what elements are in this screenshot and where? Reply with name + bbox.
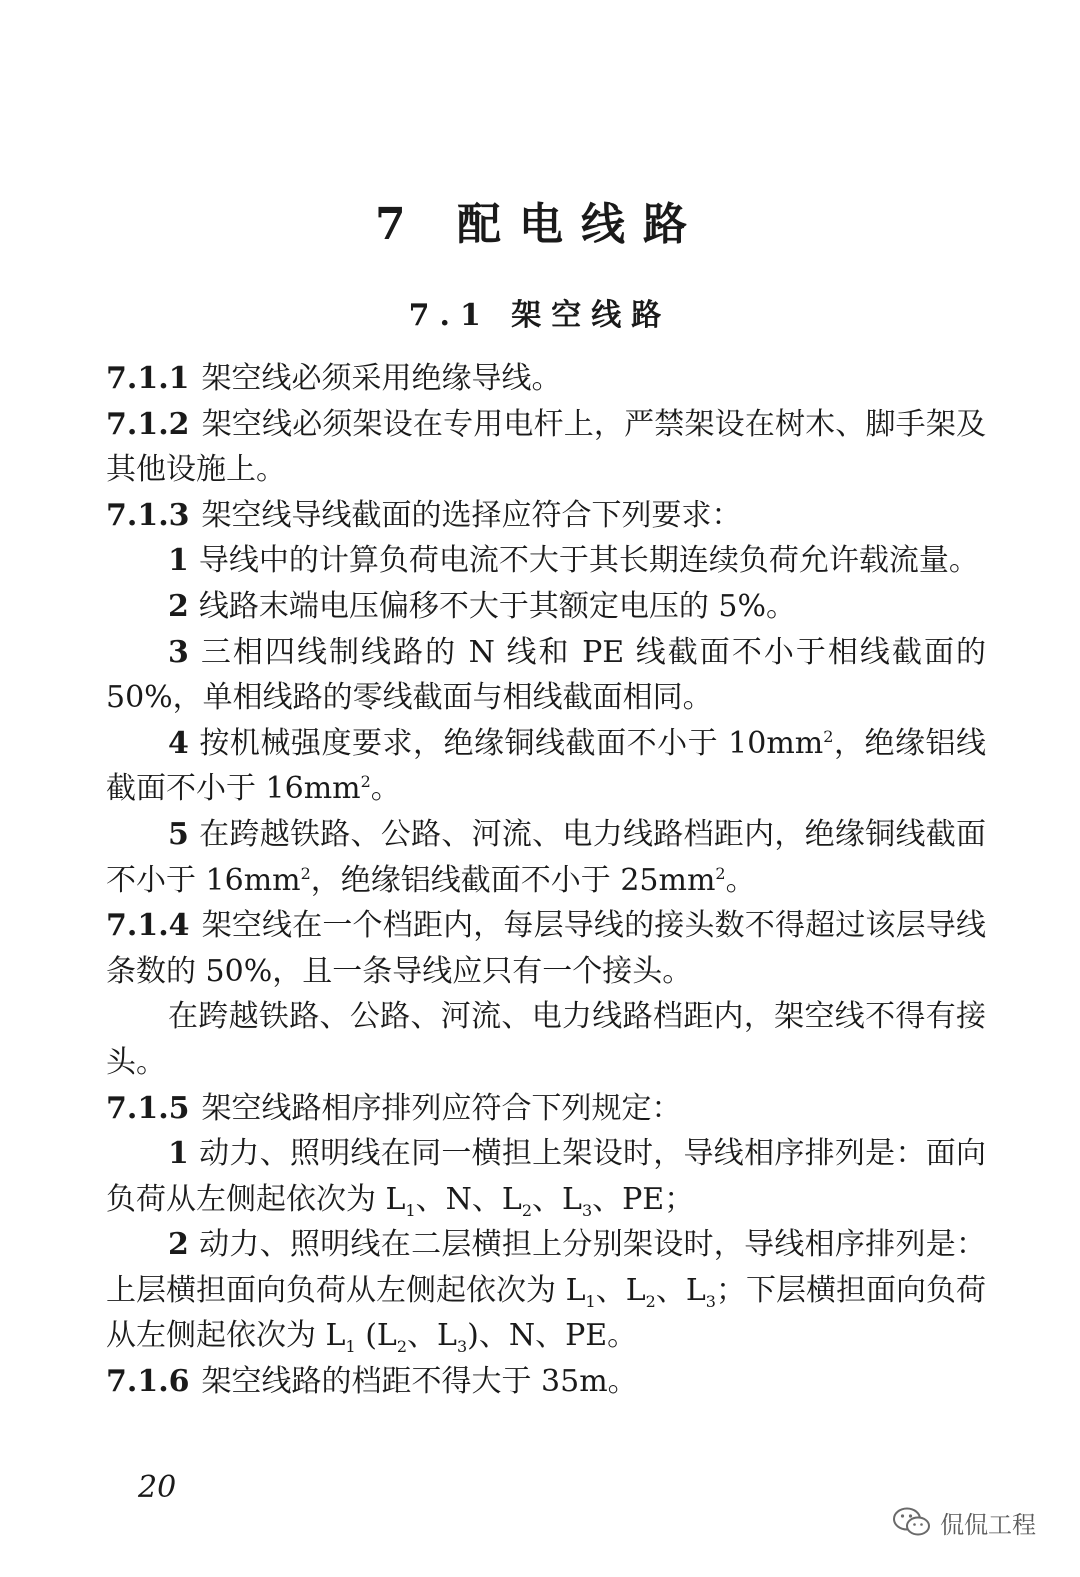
clause-text: 架空线在一个档距内，每层导线的接头数不得超过该层导线条数的 50%，且一条导线应只有一个接头。: [106, 908, 986, 989]
clause-number: 7.1.6: [106, 1364, 190, 1400]
clause-number: 7.1.1: [106, 361, 190, 396]
clause-text: 架空线导线截面的选择应符合下列要求：: [201, 497, 742, 533]
item-text: 、: [532, 1181, 563, 1217]
item-text: ，绝缘铝线截面不小于 16mm: [106, 725, 987, 807]
clause-text: 架空线必须架设在专用电杆上，严禁架设在树木、脚手架及其他设施上。: [106, 406, 986, 488]
item-7-1-5-2: [106, 1222, 986, 1359]
item-number: 3: [168, 634, 189, 670]
clause-7-1-2: [106, 402, 986, 493]
item-text: (: [355, 1318, 377, 1354]
watermark: [892, 1502, 1036, 1542]
item-text: 、: [407, 1318, 438, 1354]
item-text: )、N、PE。: [467, 1318, 638, 1354]
subscript: 3: [456, 1337, 468, 1357]
superscript: 2: [300, 863, 311, 883]
clause-number: 7.1.2: [106, 406, 190, 442]
item-text: 三相四线制线路的 N 线和 PE 线截面不小于相线截面的 50%，单相线路的零线截面与相线截面相同。: [106, 634, 986, 716]
item-text: 动力、照明线在二层横担上分别架设时，导线相序排列是：上层横担面向负荷从左侧起依次为: [106, 1227, 986, 1308]
watermark-text: 侃侃工程: [940, 1510, 1036, 1539]
item-7-1-3-5: [106, 812, 986, 903]
clause-7-1-1: [106, 356, 986, 402]
item-7-1-3-2: [106, 584, 986, 630]
clause-7-1-6: [106, 1359, 986, 1405]
item-7-1-3-4: [106, 721, 986, 812]
item-text: ；下层横担面向负荷从左侧起依次为: [106, 1272, 987, 1354]
clause-7-1-4-paragraph: 在跨越铁路、公路、河流、电力线路档距内，架空线不得有接头。: [106, 999, 986, 1080]
item-7-1-3-3: [106, 630, 986, 721]
chapter-title: 7 配电线路: [375, 199, 705, 250]
item-text: 线路末端电压偏移不大于其额定电压的 5%。: [198, 588, 797, 624]
clause-text: 架空线必须采用绝缘导线。: [201, 361, 562, 396]
phase-label: L: [325, 1318, 346, 1354]
phase-label: L: [376, 1318, 397, 1354]
clause-7-1-4: [106, 903, 986, 994]
document-body: [106, 356, 986, 1405]
item-number: 4: [168, 725, 189, 761]
item-text: 导线中的计算负荷电流不大于其长期连续负荷允许载流量。: [198, 543, 979, 579]
item-text: 按机械强度要求，绝缘铜线截面不小于 10mm: [198, 725, 824, 761]
subscript: 3: [705, 1291, 716, 1311]
item-number: 5: [168, 816, 189, 852]
item-number: 2: [168, 588, 189, 624]
subscript: 1: [345, 1337, 356, 1357]
item-text: 、: [655, 1272, 686, 1308]
item-number: 1: [168, 543, 189, 579]
clause-number: 7.1.5: [106, 1090, 190, 1126]
item-7-1-5-1: [106, 1131, 986, 1222]
page-number: 20: [138, 1470, 177, 1505]
wechat-icon: [892, 1506, 932, 1538]
item-text: 、PE；: [592, 1181, 695, 1217]
section-title: 7.1 架空线路: [408, 298, 672, 333]
clause-number: 7.1.3: [106, 497, 190, 533]
phase-label: L: [685, 1272, 706, 1308]
clause-7-1-3: [106, 493, 986, 539]
item-text: 。: [725, 862, 756, 898]
subscript: 2: [521, 1200, 533, 1220]
item-text: 动力、照明线在同一横担上架设时，导线相序排列是：面向负荷从左侧起依次为: [106, 1136, 986, 1217]
superscript: 2: [715, 863, 726, 883]
clause-text: 架空线路的档距不得大于 35m。: [201, 1364, 638, 1400]
phase-label: L: [385, 1181, 406, 1217]
subscript: 2: [396, 1337, 408, 1357]
superscript: 2: [823, 726, 834, 746]
item-text: 、: [595, 1272, 626, 1308]
phase-label: L: [437, 1318, 457, 1354]
subscript: 1: [585, 1291, 596, 1311]
subscript: 2: [645, 1291, 656, 1311]
item-number: 2: [168, 1227, 189, 1263]
phase-label: L: [625, 1272, 646, 1308]
item-7-1-3-1: [106, 538, 986, 584]
item-text: 、N、: [415, 1181, 502, 1217]
item-number: 1: [168, 1136, 189, 1172]
clause-text: 架空线路相序排列应符合下列规定：: [201, 1090, 682, 1126]
phase-label: L: [501, 1181, 522, 1217]
clause-7-1-5: [106, 1086, 986, 1132]
superscript: 2: [360, 772, 371, 792]
subscript: 1: [405, 1200, 416, 1220]
item-text: 在跨越铁路、公路、河流、电力线路档距内，绝缘铜线截面不小于 16mm: [106, 816, 986, 898]
clause-number: 7.1.4: [106, 908, 190, 944]
item-text: 。: [370, 771, 401, 807]
item-text: ，绝缘铝线截面不小于 25mm: [310, 862, 716, 898]
phase-label: L: [562, 1181, 582, 1217]
subscript: 3: [581, 1200, 593, 1220]
phase-label: L: [565, 1272, 586, 1308]
